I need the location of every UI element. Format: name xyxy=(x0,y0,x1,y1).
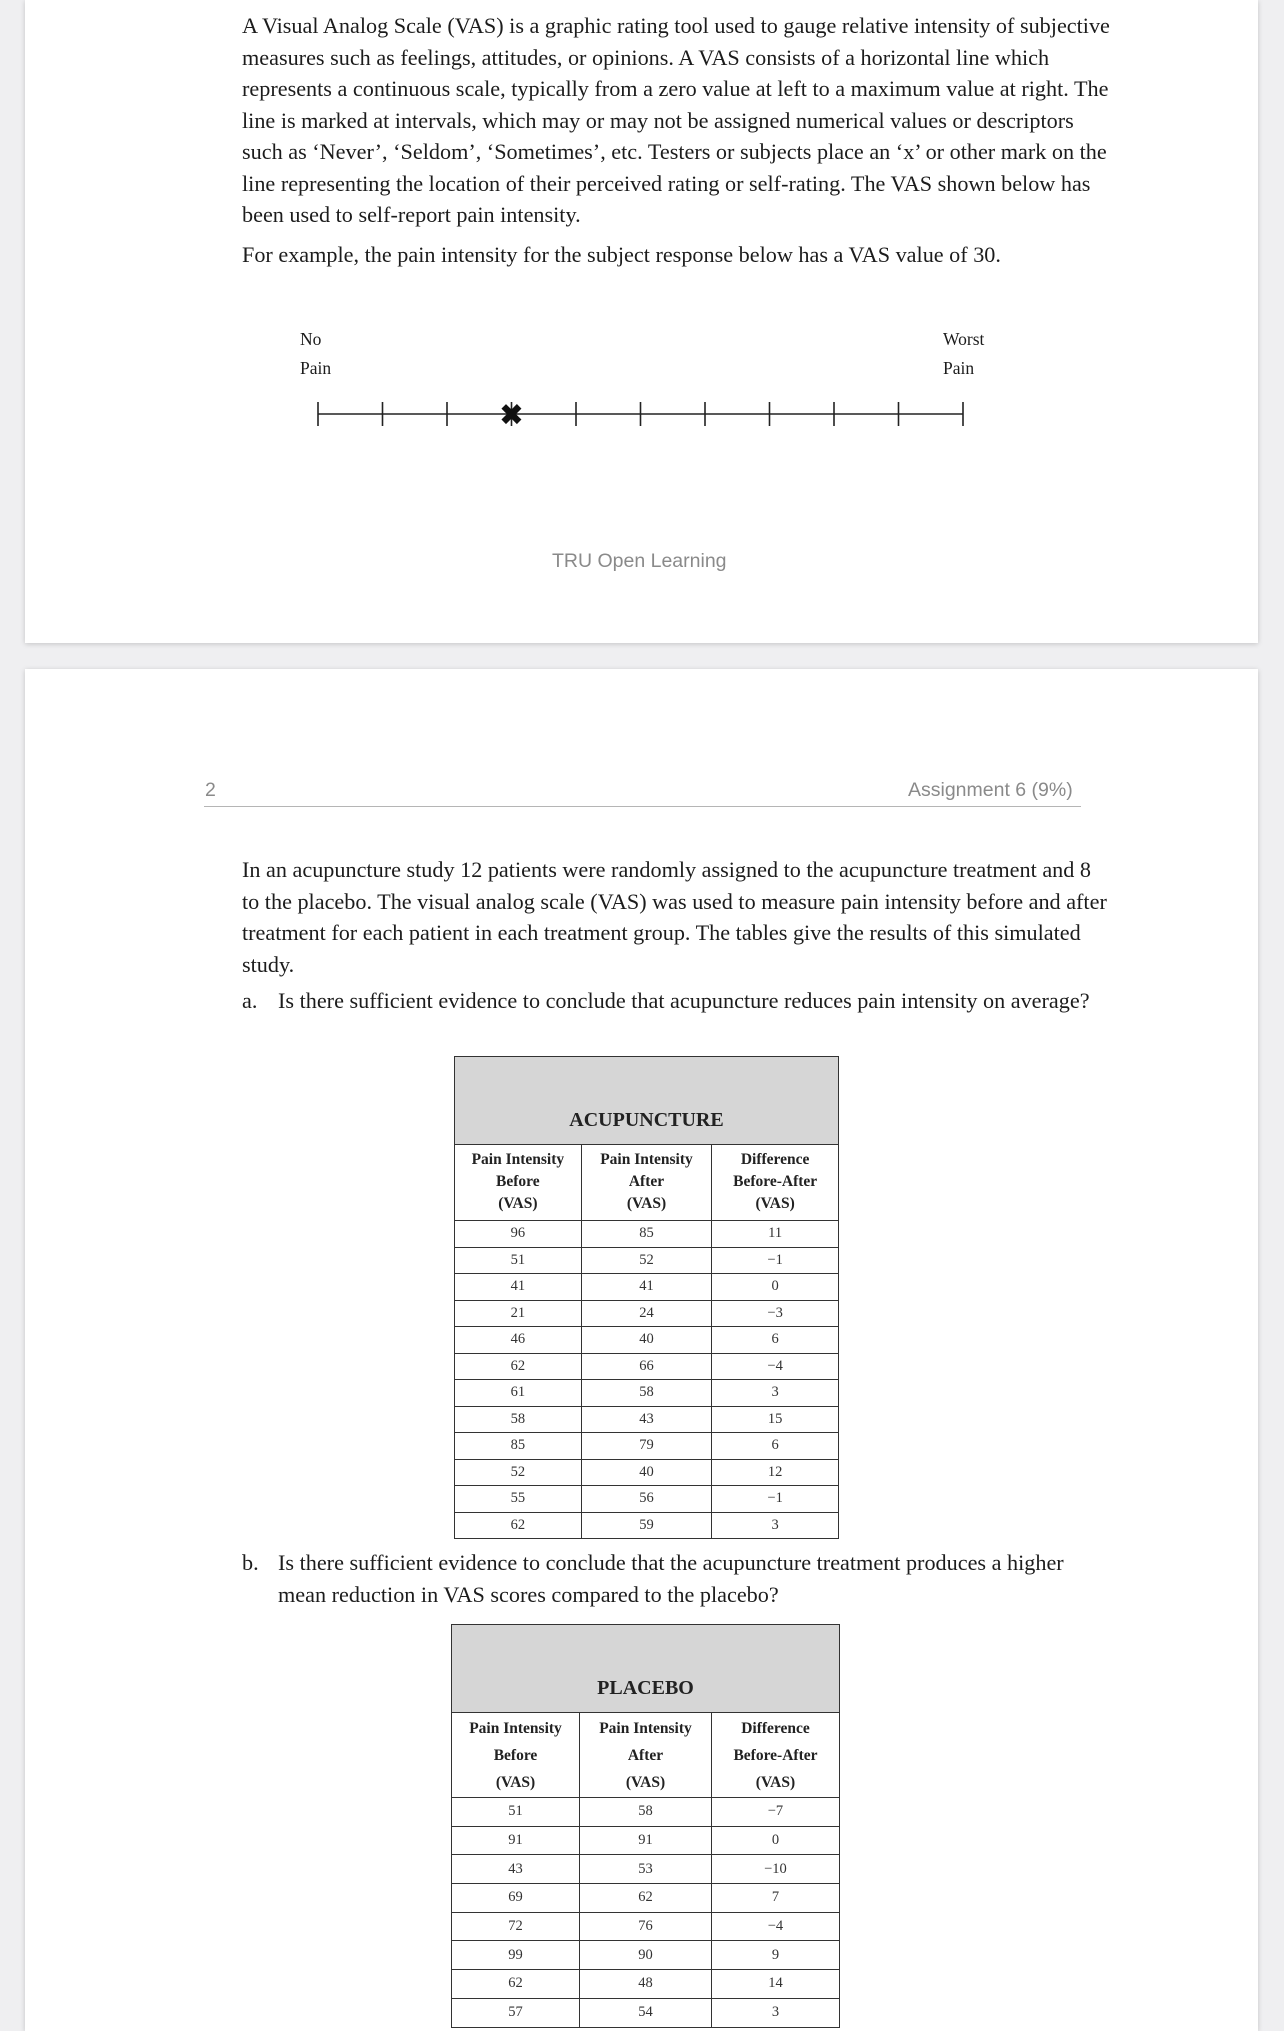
table-row xyxy=(455,1221,839,1248)
page1-footer: TRU Open Learning xyxy=(552,550,727,572)
placebo-cell: 90 xyxy=(580,1941,712,1970)
acupuncture-cell: 58 xyxy=(581,1380,712,1407)
table-row xyxy=(455,1380,839,1407)
question-b-letter: b. xyxy=(242,1550,259,1575)
acupuncture-cell: 52 xyxy=(581,1247,712,1274)
placebo-col-difference: Difference Before-After (VAS) xyxy=(711,1713,839,1798)
acupuncture-table xyxy=(454,1056,839,1539)
vas-right-label: Worst Pain xyxy=(943,329,985,378)
placebo-cell: 51 xyxy=(452,1798,580,1827)
vas-description xyxy=(242,10,1112,270)
acupuncture-cell: 66 xyxy=(581,1353,712,1380)
placebo-col-before: Pain Intensity Before (VAS) xyxy=(452,1713,580,1798)
acupuncture-cell: 41 xyxy=(455,1274,582,1301)
placebo-cell: 53 xyxy=(580,1855,712,1884)
acupuncture-cell: 24 xyxy=(581,1300,712,1327)
acupuncture-cell: 79 xyxy=(581,1433,712,1460)
acupuncture-cell: 62 xyxy=(455,1512,582,1539)
table-row xyxy=(452,1912,840,1941)
acupuncture-cell: −3 xyxy=(712,1300,839,1327)
table-row xyxy=(452,1884,840,1913)
table-row xyxy=(452,1941,840,1970)
acupuncture-cell: 85 xyxy=(581,1221,712,1248)
acupuncture-cell: 12 xyxy=(712,1459,839,1486)
placebo-cell: −7 xyxy=(711,1798,839,1827)
table-row xyxy=(455,1486,839,1513)
question-b-text: Is there sufficient evidence to conclude that the acupuncture treatment produces a higher mean reduction in VAS scores compared to the placebo? xyxy=(278,1550,1064,1607)
acu-col-difference: Difference Before-After (VAS) xyxy=(712,1145,839,1221)
table-row xyxy=(452,1855,840,1884)
vas-example-sentence: For example, the pain intensity for the subject response below has a VAS value of 30. xyxy=(242,241,1001,267)
acupuncture-cell: 59 xyxy=(581,1512,712,1539)
table-row xyxy=(455,1406,839,1433)
acupuncture-table-body xyxy=(455,1221,839,1539)
question-b xyxy=(242,1547,1102,1610)
table-row xyxy=(452,1970,840,1999)
placebo-cell: 9 xyxy=(711,1941,839,1970)
acupuncture-cell: 55 xyxy=(455,1486,582,1513)
acupuncture-table-title: ACUPUNCTURE xyxy=(455,1057,839,1145)
acupuncture-cell: 11 xyxy=(712,1221,839,1248)
acupuncture-cell: 52 xyxy=(455,1459,582,1486)
acupuncture-cell: 6 xyxy=(712,1327,839,1354)
placebo-cell: 48 xyxy=(580,1970,712,1999)
table-row xyxy=(452,1798,840,1827)
vas-intro-paragraph: A Visual Analog Scale (VAS) is a graphic rating tool used to gauge relative intensity of subjective measures such as feelings, attitudes, or opinions. A VAS consists of a horizontal line which represents a continuous scale, typically from a zero value at left to a maximum value at right. The line is marked at intervals, which may or may not be assigned numerical values or descriptors such as ‘Never’, ‘Seldom’, ‘Sometimes’, etc. Testers or subjects place an ‘x’ or other mark on the line representing the location of their perceived rating or self-rating. The VAS shown below has been used to self-report pain intensity. xyxy=(242,13,1110,227)
table-row xyxy=(455,1247,839,1274)
document-page-2 xyxy=(25,669,1258,2031)
acupuncture-cell: 40 xyxy=(581,1459,712,1486)
assignment-title: Assignment 6 (9%) xyxy=(908,779,1073,801)
acu-col-after: Pain Intensity After (VAS) xyxy=(581,1145,712,1221)
placebo-cell: 14 xyxy=(711,1970,839,1999)
table-row xyxy=(455,1327,839,1354)
acupuncture-cell: −1 xyxy=(712,1486,839,1513)
placebo-cell: 57 xyxy=(452,1998,580,2027)
acupuncture-cell: 46 xyxy=(455,1327,582,1354)
table-row xyxy=(455,1353,839,1380)
table-row xyxy=(452,1998,840,2027)
placebo-table xyxy=(451,1624,840,2028)
acupuncture-cell: 40 xyxy=(581,1327,712,1354)
study-description: In an acupuncture study 12 patients were randomly assigned to the acupuncture treatment and 8 to the placebo. The visual analog scale (VAS) was used to measure pain intensity before and after treatment for each patient in each treatment group. The tables give the results of this simulated study. xyxy=(242,857,1107,977)
table-row xyxy=(455,1300,839,1327)
placebo-cell: 62 xyxy=(580,1884,712,1913)
table-row xyxy=(452,1826,840,1855)
placebo-table-title: PLACEBO xyxy=(452,1625,840,1713)
vas-scale xyxy=(295,390,1015,440)
acupuncture-cell: 61 xyxy=(455,1380,582,1407)
placebo-cell: 99 xyxy=(452,1941,580,1970)
table-row xyxy=(455,1433,839,1460)
vas-marker: ✖ xyxy=(498,398,525,433)
placebo-table-body xyxy=(452,1798,840,2028)
acupuncture-cell: 6 xyxy=(712,1433,839,1460)
acupuncture-cell: 3 xyxy=(712,1512,839,1539)
vas-left-label: No Pain xyxy=(300,329,332,378)
question-a xyxy=(242,985,1102,1017)
acu-col-before: Pain Intensity Before (VAS) xyxy=(455,1145,582,1221)
acupuncture-cell: 41 xyxy=(581,1274,712,1301)
acupuncture-cell: −1 xyxy=(712,1247,839,1274)
acupuncture-cell: 58 xyxy=(455,1406,582,1433)
placebo-cell: 69 xyxy=(452,1884,580,1913)
acupuncture-cell: 85 xyxy=(455,1433,582,1460)
placebo-cell: 0 xyxy=(711,1826,839,1855)
placebo-cell: 62 xyxy=(452,1970,580,1999)
acupuncture-cell: 96 xyxy=(455,1221,582,1248)
acupuncture-cell: 43 xyxy=(581,1406,712,1433)
placebo-col-after: Pain Intensity After (VAS) xyxy=(580,1713,712,1798)
table-row xyxy=(455,1274,839,1301)
placebo-cell: 7 xyxy=(711,1884,839,1913)
placebo-cell: 72 xyxy=(452,1912,580,1941)
question-a-letter: a. xyxy=(242,988,258,1013)
table-row xyxy=(455,1459,839,1486)
acupuncture-cell: 15 xyxy=(712,1406,839,1433)
acupuncture-cell: 0 xyxy=(712,1274,839,1301)
acupuncture-cell: 51 xyxy=(455,1247,582,1274)
header-divider xyxy=(204,806,1081,807)
acupuncture-cell: 21 xyxy=(455,1300,582,1327)
acupuncture-cell: 62 xyxy=(455,1353,582,1380)
placebo-cell: −4 xyxy=(711,1912,839,1941)
placebo-cell: 91 xyxy=(580,1826,712,1855)
document-page-1 xyxy=(25,0,1258,643)
placebo-cell: 76 xyxy=(580,1912,712,1941)
placebo-cell: 54 xyxy=(580,1998,712,2027)
placebo-cell: 3 xyxy=(711,1998,839,2027)
placebo-cell: 43 xyxy=(452,1855,580,1884)
question-a-text: Is there sufficient evidence to conclude that acupuncture reduces pain intensity on average? xyxy=(278,988,1090,1013)
page-number: 2 xyxy=(205,779,216,801)
acupuncture-cell: 56 xyxy=(581,1486,712,1513)
table-row xyxy=(455,1512,839,1539)
acupuncture-cell: −4 xyxy=(712,1353,839,1380)
placebo-cell: 91 xyxy=(452,1826,580,1855)
acupuncture-cell: 3 xyxy=(712,1380,839,1407)
placebo-cell: 58 xyxy=(580,1798,712,1827)
placebo-cell: −10 xyxy=(711,1855,839,1884)
